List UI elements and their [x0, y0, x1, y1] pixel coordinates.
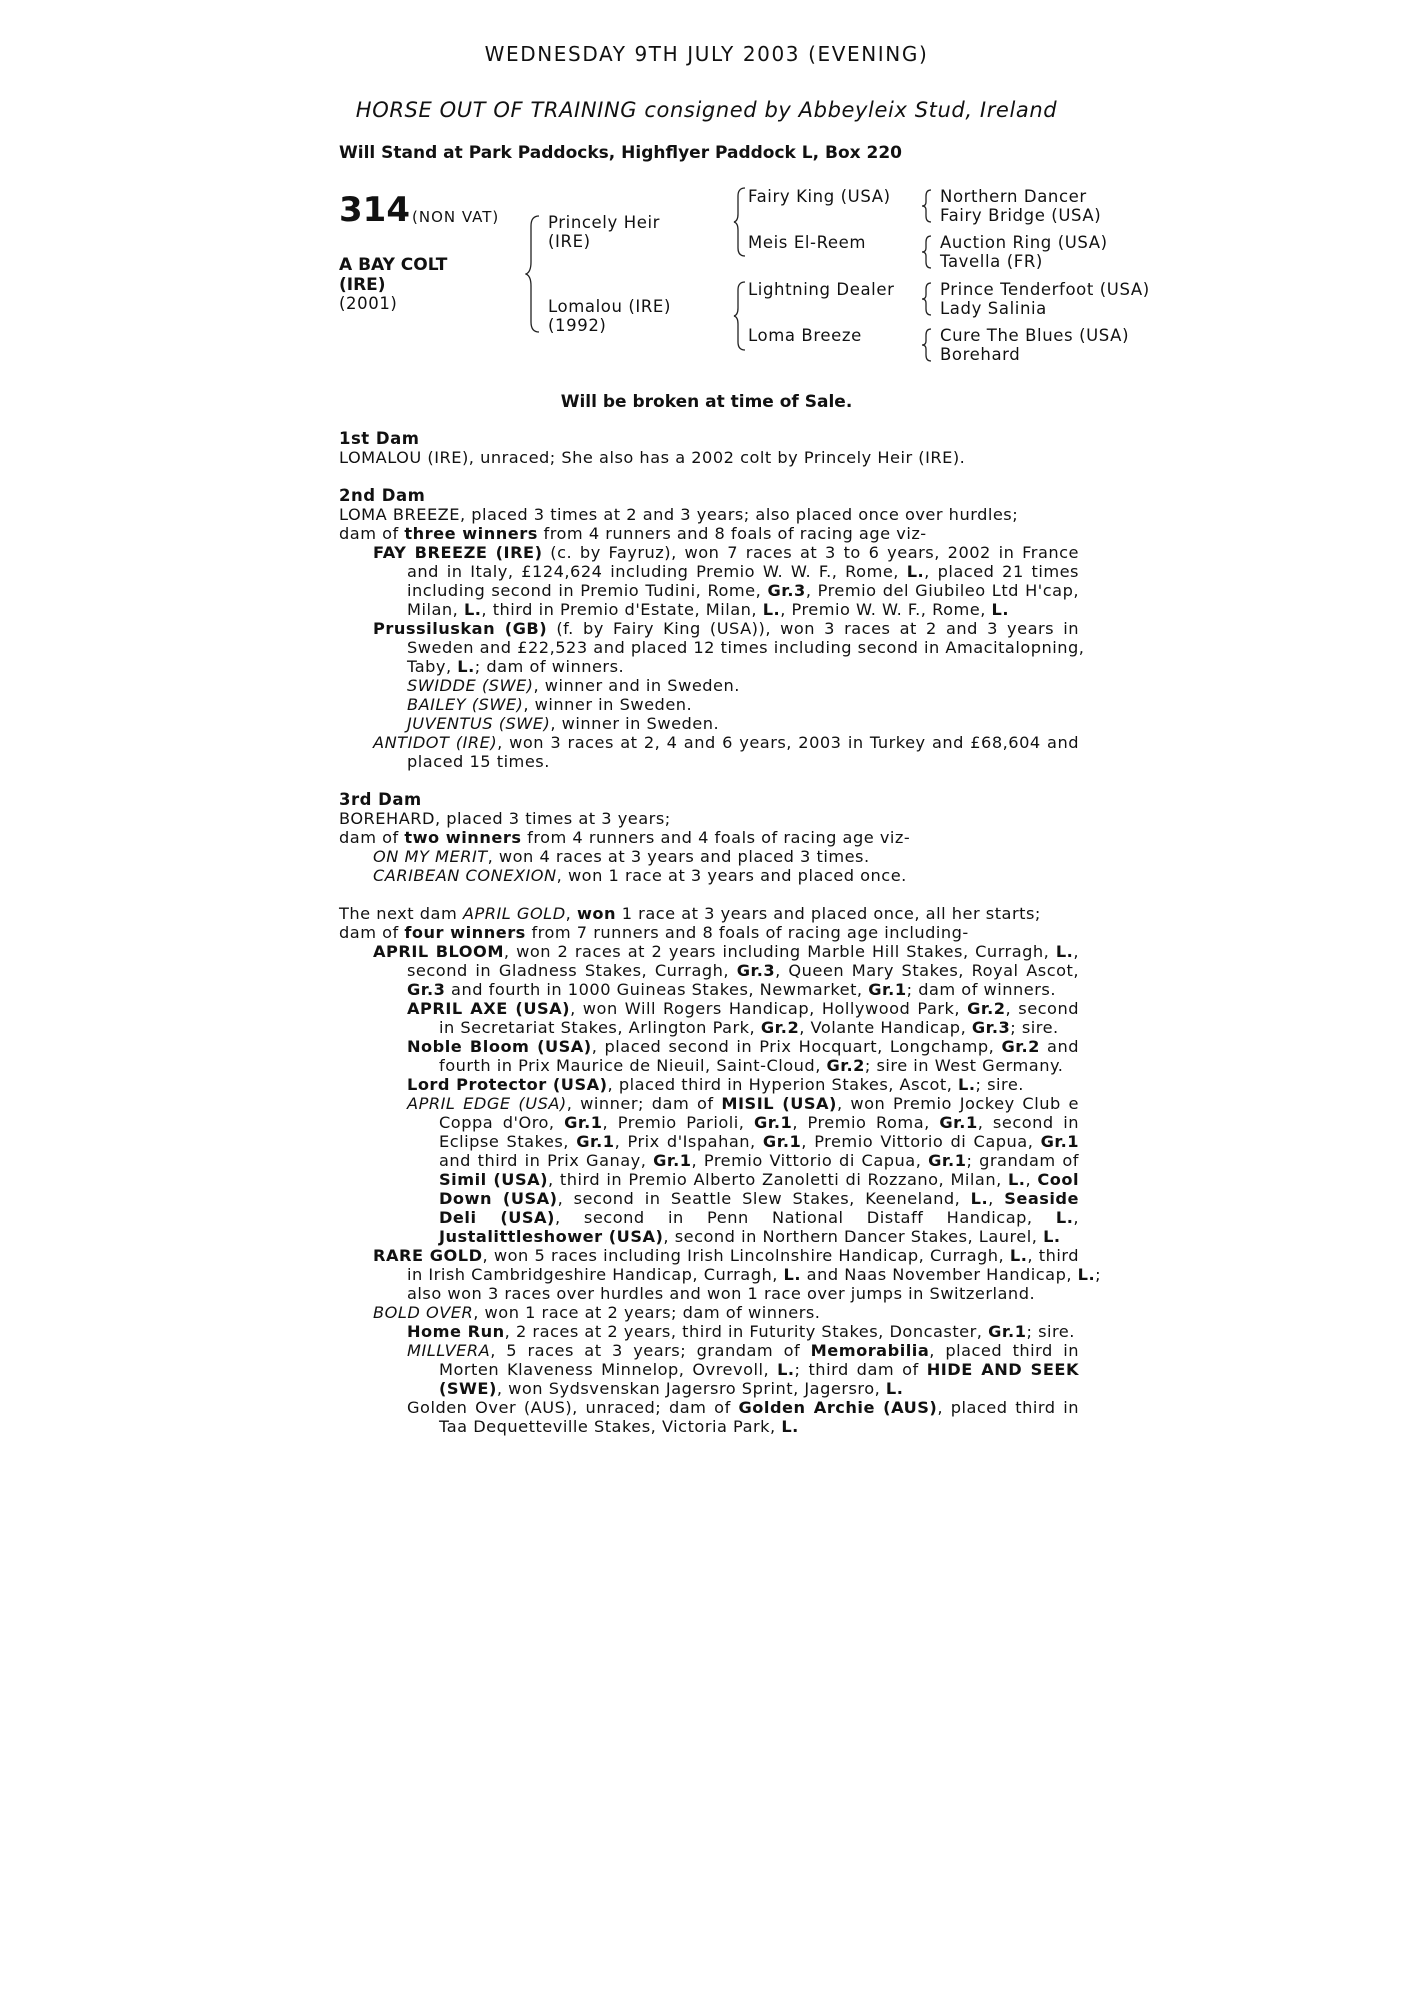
text-run: , second in: [977, 1113, 1079, 1132]
text-run: , third in Premio Alberto Zanoletti di Rozzano, Milan,: [548, 1170, 1008, 1189]
text-run: , Volante Handicap,: [799, 1018, 972, 1037]
progeny-line: [373, 543, 1079, 562]
text-run: fourth in Prix Maurice de Nieuil, Saint-Cloud,: [439, 1056, 827, 1075]
sire-origin: (IRE): [548, 232, 591, 251]
ancestor-name: Fairy Bridge (USA): [940, 206, 1102, 225]
progeny-line: [439, 1189, 1079, 1208]
text-run: dam of: [339, 828, 405, 847]
progeny-line: [407, 581, 1079, 600]
progeny-line: [373, 619, 1079, 638]
second-dam-heading: 2nd Dam: [339, 486, 426, 505]
text-run: , placed third in: [929, 1341, 1079, 1360]
ancestor-name: Cure The Blues (USA): [940, 326, 1130, 345]
text-run-bold: L.: [958, 1075, 976, 1094]
progeny-line: [439, 1417, 1079, 1436]
text-run-bold: two winners: [404, 828, 522, 847]
text-run: , Premio del Giubileo Ltd H'cap,: [805, 581, 1079, 600]
text-run: , placed third in Hyperion Stakes, Ascot,: [607, 1075, 959, 1094]
text-run-bold: L.: [885, 1379, 904, 1398]
next-dam-line: [339, 904, 1079, 923]
progeny-line: [407, 1398, 1079, 1417]
horse-name: APRIL GOLD: [462, 904, 566, 923]
progeny-line: [407, 562, 1079, 581]
text-run: Taby,: [407, 657, 458, 676]
progeny-line: placed 15 times.: [407, 752, 550, 771]
text-run: , winner; dam of: [566, 1094, 722, 1113]
text-run: Milan,: [407, 600, 464, 619]
text-run-bold: L.: [463, 600, 482, 619]
text-run: ; sire.: [1026, 1322, 1075, 1341]
text-run: , second in Penn National Distaff Handicap,: [554, 1208, 1056, 1227]
dam-year: (1992): [548, 316, 607, 335]
text-run: ; sire.: [1010, 1018, 1059, 1037]
pedigree-brace-main: [525, 214, 541, 339]
horse-name: CARIBEAN CONEXION: [373, 866, 557, 885]
text-run: from 7 runners and 8 foals of racing age including-: [525, 923, 969, 942]
text-run-bold: Gr.1: [928, 1151, 967, 1170]
ancestor-name: Borehard: [940, 345, 1021, 364]
text-run-bold: L.: [783, 1265, 802, 1284]
pedigree-dam-sire: Lightning Dealer: [748, 280, 895, 299]
text-run-bold: Gr.2: [760, 1018, 800, 1037]
text-run: ; grandam of: [966, 1151, 1080, 1170]
progeny-line: [439, 1170, 1079, 1189]
horse-name: Golden Archie (AUS): [738, 1398, 938, 1417]
lot-number: 314: [339, 190, 410, 230]
text-run: ,: [988, 1189, 1005, 1208]
progeny-line: [439, 1360, 1079, 1379]
text-run-bold: Gr.1: [762, 1132, 802, 1151]
progeny-line: [407, 600, 1079, 619]
text-run: dam of: [339, 524, 405, 543]
text-run: ,: [565, 904, 577, 923]
text-run: , winner in Sweden.: [550, 714, 720, 733]
horse-name: Home Run: [407, 1322, 505, 1341]
second-dam-line: [339, 524, 1079, 543]
text-run: , Premio Parioli,: [602, 1113, 754, 1132]
text-run-bold: Gr.1: [988, 1322, 1027, 1341]
progeny-line: [439, 1113, 1079, 1132]
text-run: and in Italy, £124,624 including Premio W. W. F., Rome,: [407, 562, 907, 581]
vat-status: (NON VAT): [412, 208, 500, 226]
text-run: , won 1 race at 3 years and placed once.: [556, 866, 907, 885]
progeny-line: [439, 1018, 1079, 1037]
horse-name: APRIL AXE (USA): [407, 999, 571, 1018]
third-dam-line: [339, 828, 1079, 847]
text-run-bold: Gr.2: [826, 1056, 865, 1075]
text-run: , Queen Mary Stakes, Royal Ascot,: [775, 961, 1079, 980]
progeny-line: [407, 1265, 1102, 1284]
text-run: including second in Premio Tudini, Rome,: [407, 581, 768, 600]
horse-name: Simil (USA): [439, 1170, 549, 1189]
text-run: , won 2 races at 2 years including Marble Hill Stakes, Curragh,: [503, 942, 1056, 961]
text-run: Taa Dequetteville Stakes, Victoria Park,: [439, 1417, 782, 1436]
text-run: The next dam: [339, 904, 463, 923]
text-run: ; dam of winners.: [906, 980, 1056, 999]
text-run-bold: four winners: [404, 923, 526, 942]
progeny-line: [373, 847, 1079, 866]
text-run: Golden Over (AUS), unraced; dam of: [407, 1398, 739, 1417]
text-run-bold: L.: [970, 1189, 989, 1208]
text-run: , winner in Sweden.: [523, 695, 693, 714]
text-run: , third: [1027, 1246, 1080, 1265]
lot-description: [339, 255, 447, 295]
horse-name: Seaside: [1004, 1189, 1079, 1208]
text-run: ; sire.: [975, 1075, 1024, 1094]
text-run-bold: L.: [1077, 1265, 1096, 1284]
text-run-bold: Gr.1: [753, 1113, 793, 1132]
text-run-bold: Gr.2: [1001, 1037, 1040, 1056]
second-dam-line: LOMA BREEZE, placed 3 times at 2 and 3 years; also placed once over hurdles;: [339, 505, 1019, 524]
text-run-bold: L.: [1007, 1170, 1026, 1189]
text-run: , second in Seattle Slew Stakes, Keeneland,: [557, 1189, 971, 1208]
horse-name: APRIL EDGE (USA): [407, 1094, 567, 1113]
text-run: , Premio Vittorio di Capua,: [691, 1151, 929, 1170]
horse-name: Memorabilia: [810, 1341, 930, 1360]
text-run: , won Premio Jockey Club e: [836, 1094, 1080, 1113]
horse-name: ANTIDOT (IRE): [373, 733, 498, 752]
text-run: ,: [1025, 1170, 1038, 1189]
text-run: , placed third in: [937, 1398, 1080, 1417]
catalogue-body: [339, 429, 1102, 1436]
progeny-line: [407, 714, 1079, 733]
horse-name: Deli (USA): [439, 1208, 555, 1227]
text-run: and: [1039, 1037, 1079, 1056]
progeny-line: [407, 1075, 1079, 1094]
horse-name: BAILEY (SWE): [407, 695, 524, 714]
text-run-bold: Gr.3: [971, 1018, 1011, 1037]
progeny-line: also won 3 races over hurdles and won 1 race over jumps in Switzerland.: [407, 1284, 1036, 1303]
text-run: , third in Premio d'Estate, Milan,: [481, 600, 763, 619]
pedigree-sire: [548, 213, 660, 251]
text-run: , second: [1005, 999, 1079, 1018]
text-run: , placed second in Prix Hocquart, Longchamp,: [591, 1037, 1002, 1056]
text-run: ; sire in West Germany.: [864, 1056, 1064, 1075]
ancestor-name: Prince Tenderfoot (USA): [940, 280, 1150, 299]
pedigree-g3-group-1: [940, 187, 1101, 225]
progeny-line: [439, 1208, 1079, 1227]
progeny-line: [407, 1322, 1079, 1341]
horse-name: Lord Protector (USA): [407, 1075, 608, 1094]
first-dam-text: LOMALOU (IRE), unraced; She also has a 2002 colt by Princely Heir (IRE).: [339, 448, 966, 467]
pedigree-sire-sire: Fairy King (USA): [748, 187, 891, 206]
progeny-line: [407, 999, 1079, 1018]
progeny-line: [407, 980, 1079, 999]
next-dam-line: [339, 923, 1079, 942]
text-run: and fourth in 1000 Guineas Stakes, Newmarket,: [445, 980, 869, 999]
progeny-line: Sweden and £22,523 and placed 12 times including second in Amacitalopning,: [407, 638, 1085, 657]
text-run: and Naas November Handicap,: [801, 1265, 1078, 1284]
text-run: , Prix d'Ispahan,: [614, 1132, 763, 1151]
progeny-line: [373, 1246, 1079, 1265]
text-run-bold: L.: [991, 600, 1009, 619]
horse-name: BOLD OVER: [373, 1303, 474, 1322]
text-run: , won Will Rogers Handicap, Hollywood Park,: [570, 999, 968, 1018]
text-run: , 5 races at 3 years; grandam of: [490, 1341, 811, 1360]
horse-name: MILLVERA: [407, 1341, 491, 1360]
ancestor-name: Northern Dancer: [940, 187, 1087, 206]
text-run-bold: Gr.2: [967, 999, 1006, 1018]
horse-name: APRIL BLOOM: [373, 942, 504, 961]
lot-description-line: (IRE): [339, 275, 386, 295]
text-run: and third in Prix Ganay,: [439, 1151, 654, 1170]
text-run-bold: Gr.3: [407, 980, 446, 999]
text-run: , placed 21 times: [924, 562, 1079, 581]
progeny-line: [439, 1132, 1079, 1151]
text-run: from 4 runners and 8 foals of racing age viz-: [537, 524, 927, 543]
horse-name: SWIDDE (SWE): [407, 676, 534, 695]
progeny-line: [407, 961, 1079, 980]
text-run: Eclipse Stakes,: [439, 1132, 577, 1151]
third-dam-heading: 3rd Dam: [339, 790, 422, 809]
text-run: second in Gladness Stakes, Curragh,: [407, 961, 737, 980]
pedigree-g3-group-2: [940, 233, 1108, 271]
horse-name: Justalittleshower (USA): [439, 1227, 664, 1246]
text-run-bold: L.: [906, 562, 925, 581]
text-run-bold: L.: [457, 657, 475, 676]
first-dam-heading: 1st Dam: [339, 429, 420, 448]
horse-name: Prussiluskan (GB): [373, 619, 548, 638]
text-run: Coppa d'Oro,: [439, 1113, 565, 1132]
progeny-line: [439, 1056, 1079, 1075]
progeny-line: [407, 657, 1079, 676]
text-run-bold: L.: [1055, 1208, 1074, 1227]
text-run: Morten Klaveness Minnelop, Ovrevoll,: [439, 1360, 778, 1379]
pedigree-g3-group-4: [940, 326, 1129, 364]
pedigree-dam-dam: Loma Breeze: [748, 326, 862, 345]
text-run-bold: Gr.1: [564, 1113, 603, 1132]
text-run: from 4 runners and 4 foals of racing age viz-: [521, 828, 911, 847]
text-run: 1 race at 3 years and placed once, all her starts;: [616, 904, 1041, 923]
text-run-bold: Gr.3: [767, 581, 806, 600]
text-run-bold: L.: [777, 1360, 795, 1379]
text-run: ; third dam of: [794, 1360, 927, 1379]
pedigree-brace-g3-2: [921, 234, 933, 275]
location-line: Will Stand at Park Paddocks, Highflyer Paddock L, Box 220: [339, 143, 903, 163]
pedigree-dam: [548, 297, 671, 335]
text-run-bold: three winners: [404, 524, 538, 543]
lot-description-line: A BAY COLT: [339, 255, 448, 275]
progeny-line: [439, 1227, 1079, 1246]
text-run: , won Sydsvenskan Jagersro Sprint, Jagersro,: [496, 1379, 886, 1398]
progeny-line: [407, 1094, 1079, 1113]
horse-name: (SWE): [439, 1379, 497, 1398]
text-run: (c. by Fayruz), won 7 races at 3 to 6 years, 2002 in France: [542, 543, 1079, 562]
text-run-bold: L.: [1009, 1246, 1028, 1265]
foaling-year: (2001): [339, 294, 398, 313]
progeny-line: [373, 942, 1079, 961]
progeny-line: [407, 676, 1079, 695]
text-run: , Premio Roma,: [792, 1113, 940, 1132]
text-run: , Premio Vittorio di Capua,: [801, 1132, 1041, 1151]
sale-note: Will be broken at time of Sale.: [560, 392, 853, 412]
text-run: dam of: [339, 923, 405, 942]
text-run: , Premio W. W. F., Rome,: [780, 600, 992, 619]
progeny-line: [407, 695, 1079, 714]
text-run: (f. by Fairy King (USA)), won 3 races at 2 and 3 years in: [547, 619, 1079, 638]
text-run-bold: L.: [1055, 942, 1074, 961]
progeny-line: [407, 1341, 1079, 1360]
pedigree-brace-g3-3: [921, 281, 933, 322]
text-run: ; dam of winners.: [474, 657, 625, 676]
text-run: , 2 races at 2 years, third in Futurity Stakes, Doncaster,: [504, 1322, 989, 1341]
horse-name: ON MY MERIT: [373, 847, 488, 866]
progeny-line: [439, 1151, 1079, 1170]
text-run-bold: L.: [781, 1417, 799, 1436]
consignment-heading: HORSE OUT OF TRAINING consigned by Abbeyleix Stud, Ireland: [355, 98, 1058, 122]
horse-name: Noble Bloom (USA): [407, 1037, 592, 1056]
progeny-line: [373, 733, 1079, 752]
text-run-bold: Gr.1: [868, 980, 907, 999]
progeny-line: [407, 1037, 1079, 1056]
text-run: , won 3 races at 2, 4 and 6 years, 2003 in Turkey and £68,604 and: [497, 733, 1079, 752]
pedigree-brace-sire: [733, 186, 747, 263]
pedigree-brace-g3-1: [921, 188, 933, 229]
text-run: in Secretariat Stakes, Arlington Park,: [439, 1018, 761, 1037]
ancestor-name: Lady Salinia: [940, 299, 1047, 318]
pedigree-g3-group-3: [940, 280, 1150, 318]
ancestor-name: Tavella (FR): [940, 252, 1043, 271]
text-run: , won 4 races at 3 years and placed 3 times.: [487, 847, 870, 866]
text-run-bold: L.: [1043, 1227, 1061, 1246]
text-run-bold: Gr.1: [1040, 1132, 1079, 1151]
pedigree-brace-g3-4: [921, 327, 933, 368]
progeny-line: [439, 1379, 1079, 1398]
horse-name: JUVENTUS (SWE): [407, 714, 551, 733]
horse-name: RARE GOLD: [373, 1246, 483, 1265]
dam-name: Lomalou (IRE): [548, 297, 671, 316]
progeny-line: [373, 1303, 1079, 1322]
text-run: , second in Northern Dancer Stakes, Laurel,: [663, 1227, 1044, 1246]
text-run: ;: [1095, 1265, 1102, 1284]
text-run-bold: L.: [762, 600, 781, 619]
text-run-bold: Gr.1: [576, 1132, 615, 1151]
text-run: , winner and in Sweden.: [533, 676, 740, 695]
progeny-line: [373, 866, 1079, 885]
text-run: , won 1 race at 2 years; dam of winners.: [473, 1303, 821, 1322]
horse-name: FAY BREEZE (IRE): [373, 543, 543, 562]
text-run: ,: [1073, 1208, 1079, 1227]
text-run: in Irish Cambridgeshire Handicap, Curragh,: [407, 1265, 784, 1284]
text-run-bold: Gr.1: [939, 1113, 978, 1132]
ancestor-name: Auction Ring (USA): [940, 233, 1108, 252]
sire-name: Princely Heir: [548, 213, 661, 232]
third-dam-line: BOREHARD, placed 3 times at 3 years;: [339, 809, 671, 828]
pedigree-sire-dam: Meis El-Reem: [748, 233, 867, 252]
horse-name: HIDE AND SEEK: [926, 1360, 1079, 1379]
text-run-bold: won: [576, 904, 617, 923]
text-run-bold: MISIL (USA): [721, 1094, 837, 1113]
text-run: , won 5 races including Irish Lincolnshire Handicap, Curragh,: [482, 1246, 1010, 1265]
pedigree-brace-dam: [733, 280, 747, 357]
text-run: ,: [1073, 942, 1079, 961]
horse-name: Cool: [1037, 1170, 1079, 1189]
text-run-bold: Gr.3: [736, 961, 776, 980]
sale-date-heading: WEDNESDAY 9TH JULY 2003 (EVENING): [484, 42, 929, 66]
text-run-bold: Gr.1: [653, 1151, 692, 1170]
horse-name: Down (USA): [439, 1189, 558, 1208]
